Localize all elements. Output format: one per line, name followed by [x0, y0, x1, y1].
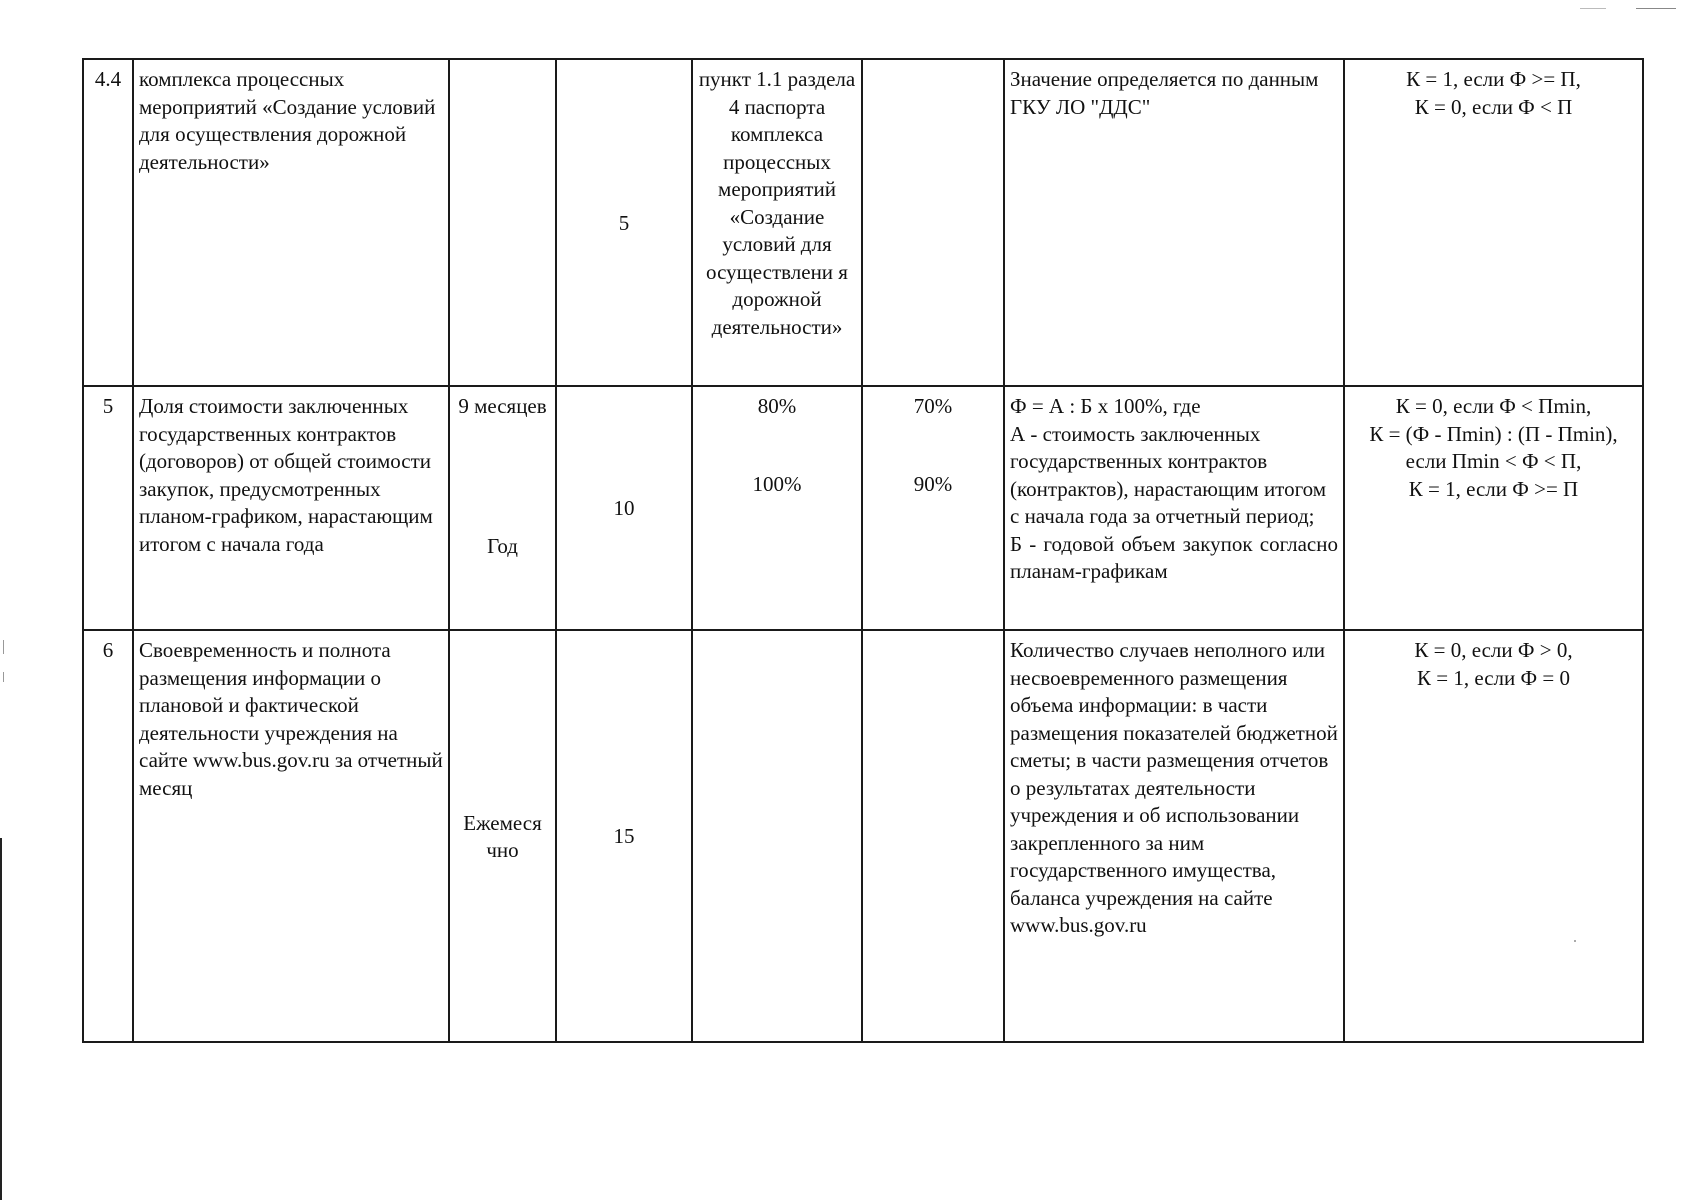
- plan-min-top: 70%: [913, 394, 953, 418]
- method-line: Б - годовой объем закупок согласно планам-графикам: [1010, 531, 1338, 583]
- calc-method-cell: Количество случаев неполного или несвоевременного размещения объема информации: в части размещения показателей бюджетной сметы; в части размещения отчетов о результатах деятельности учреждения и об использовании закрепленного за ним государственного имущества, баланса учреждения на сайте www.bus.gov.ru: [1004, 630, 1344, 1042]
- plan-value-cell: [692, 630, 862, 1042]
- indicator-name: Доля стоимости заключенных государственных контрактов (договоров) от общей стоимости закупок, предусмотренных планом-графиком, нарастающим итогом с начала года: [133, 386, 449, 630]
- indicator-name: комплекса процессных мероприятий «Создание условий для осуществления дорожной деятельности»: [133, 59, 449, 386]
- period-cell: Ежемеся чно: [449, 630, 556, 1042]
- weight-cell: 10: [556, 386, 692, 630]
- scan-edge-mark: [0, 838, 2, 1200]
- scan-top-mark: [1636, 8, 1676, 9]
- period-cell: [449, 59, 556, 386]
- row-number: 5: [83, 386, 133, 630]
- row-number: 6: [83, 630, 133, 1042]
- coef-line: К = 0, если Ф < П: [1414, 94, 1573, 119]
- indicator-name: Своевременность и полнота размещения информации о плановой и фактической деятельности учреждения на сайте www.bus.gov.ru за отчетный месяц: [133, 630, 449, 1042]
- row-number: 4.4: [83, 59, 133, 386]
- coefficient-cell: [1344, 59, 1643, 386]
- plan-value-cell: пункт 1.1 раздела 4 паспорта комплекса процессных мероприятий «Создание условий для осуществлени я дорожной деятельности»: [692, 59, 862, 386]
- period-cell: [449, 386, 556, 630]
- plan-min-cell: [862, 59, 1004, 386]
- weight-cell: 5: [556, 59, 692, 386]
- table-row: [83, 630, 1643, 1042]
- calc-method-cell: [1004, 386, 1344, 630]
- coef-line: К = 1, если Ф = 0: [1417, 665, 1570, 690]
- coef-line: К = 1, если Ф >= П: [1408, 476, 1579, 501]
- plan-min-cell: [862, 386, 1004, 630]
- plan-min-cell: [862, 630, 1004, 1042]
- plan-top: 80%: [757, 394, 797, 418]
- period-top: 9 месяцев: [458, 394, 547, 418]
- method-line: Ф = А : Б х 100%, где: [1010, 394, 1201, 418]
- table-row: [83, 386, 1643, 630]
- plan-bottom: 100%: [752, 472, 802, 496]
- coef-line: К = 1, если Ф >= П,: [1406, 67, 1581, 91]
- coef-line: К = 0, если Ф < Пmin,: [1395, 394, 1592, 418]
- plan-min-bottom: 90%: [913, 472, 953, 496]
- scan-edge-tick: [3, 640, 4, 654]
- indicators-table: [82, 58, 1644, 1043]
- plan-value-cell: [692, 386, 862, 630]
- coefficient-cell: [1344, 386, 1643, 630]
- period-bottom: Год: [487, 534, 518, 558]
- table-row: [83, 59, 1643, 386]
- weight-cell: 15: [556, 630, 692, 1042]
- coef-line: если Пmin < Ф < П,: [1405, 449, 1582, 473]
- coef-line: К = (Ф - Пmin) : (П - Пmin),: [1369, 421, 1618, 446]
- coefficient-cell: [1344, 630, 1643, 1042]
- calc-method-cell: Значение определяется по данным ГКУ ЛО "ДДС": [1004, 59, 1344, 386]
- method-line: А - стоимость заключенных государственных контрактов (контрактов), нарастающим итогом с начала года за отчетный период;: [1010, 421, 1327, 528]
- coef-line: К = 0, если Ф > 0,: [1414, 638, 1573, 662]
- scan-edge-tick: [3, 672, 4, 682]
- scan-top-mark: [1580, 8, 1606, 9]
